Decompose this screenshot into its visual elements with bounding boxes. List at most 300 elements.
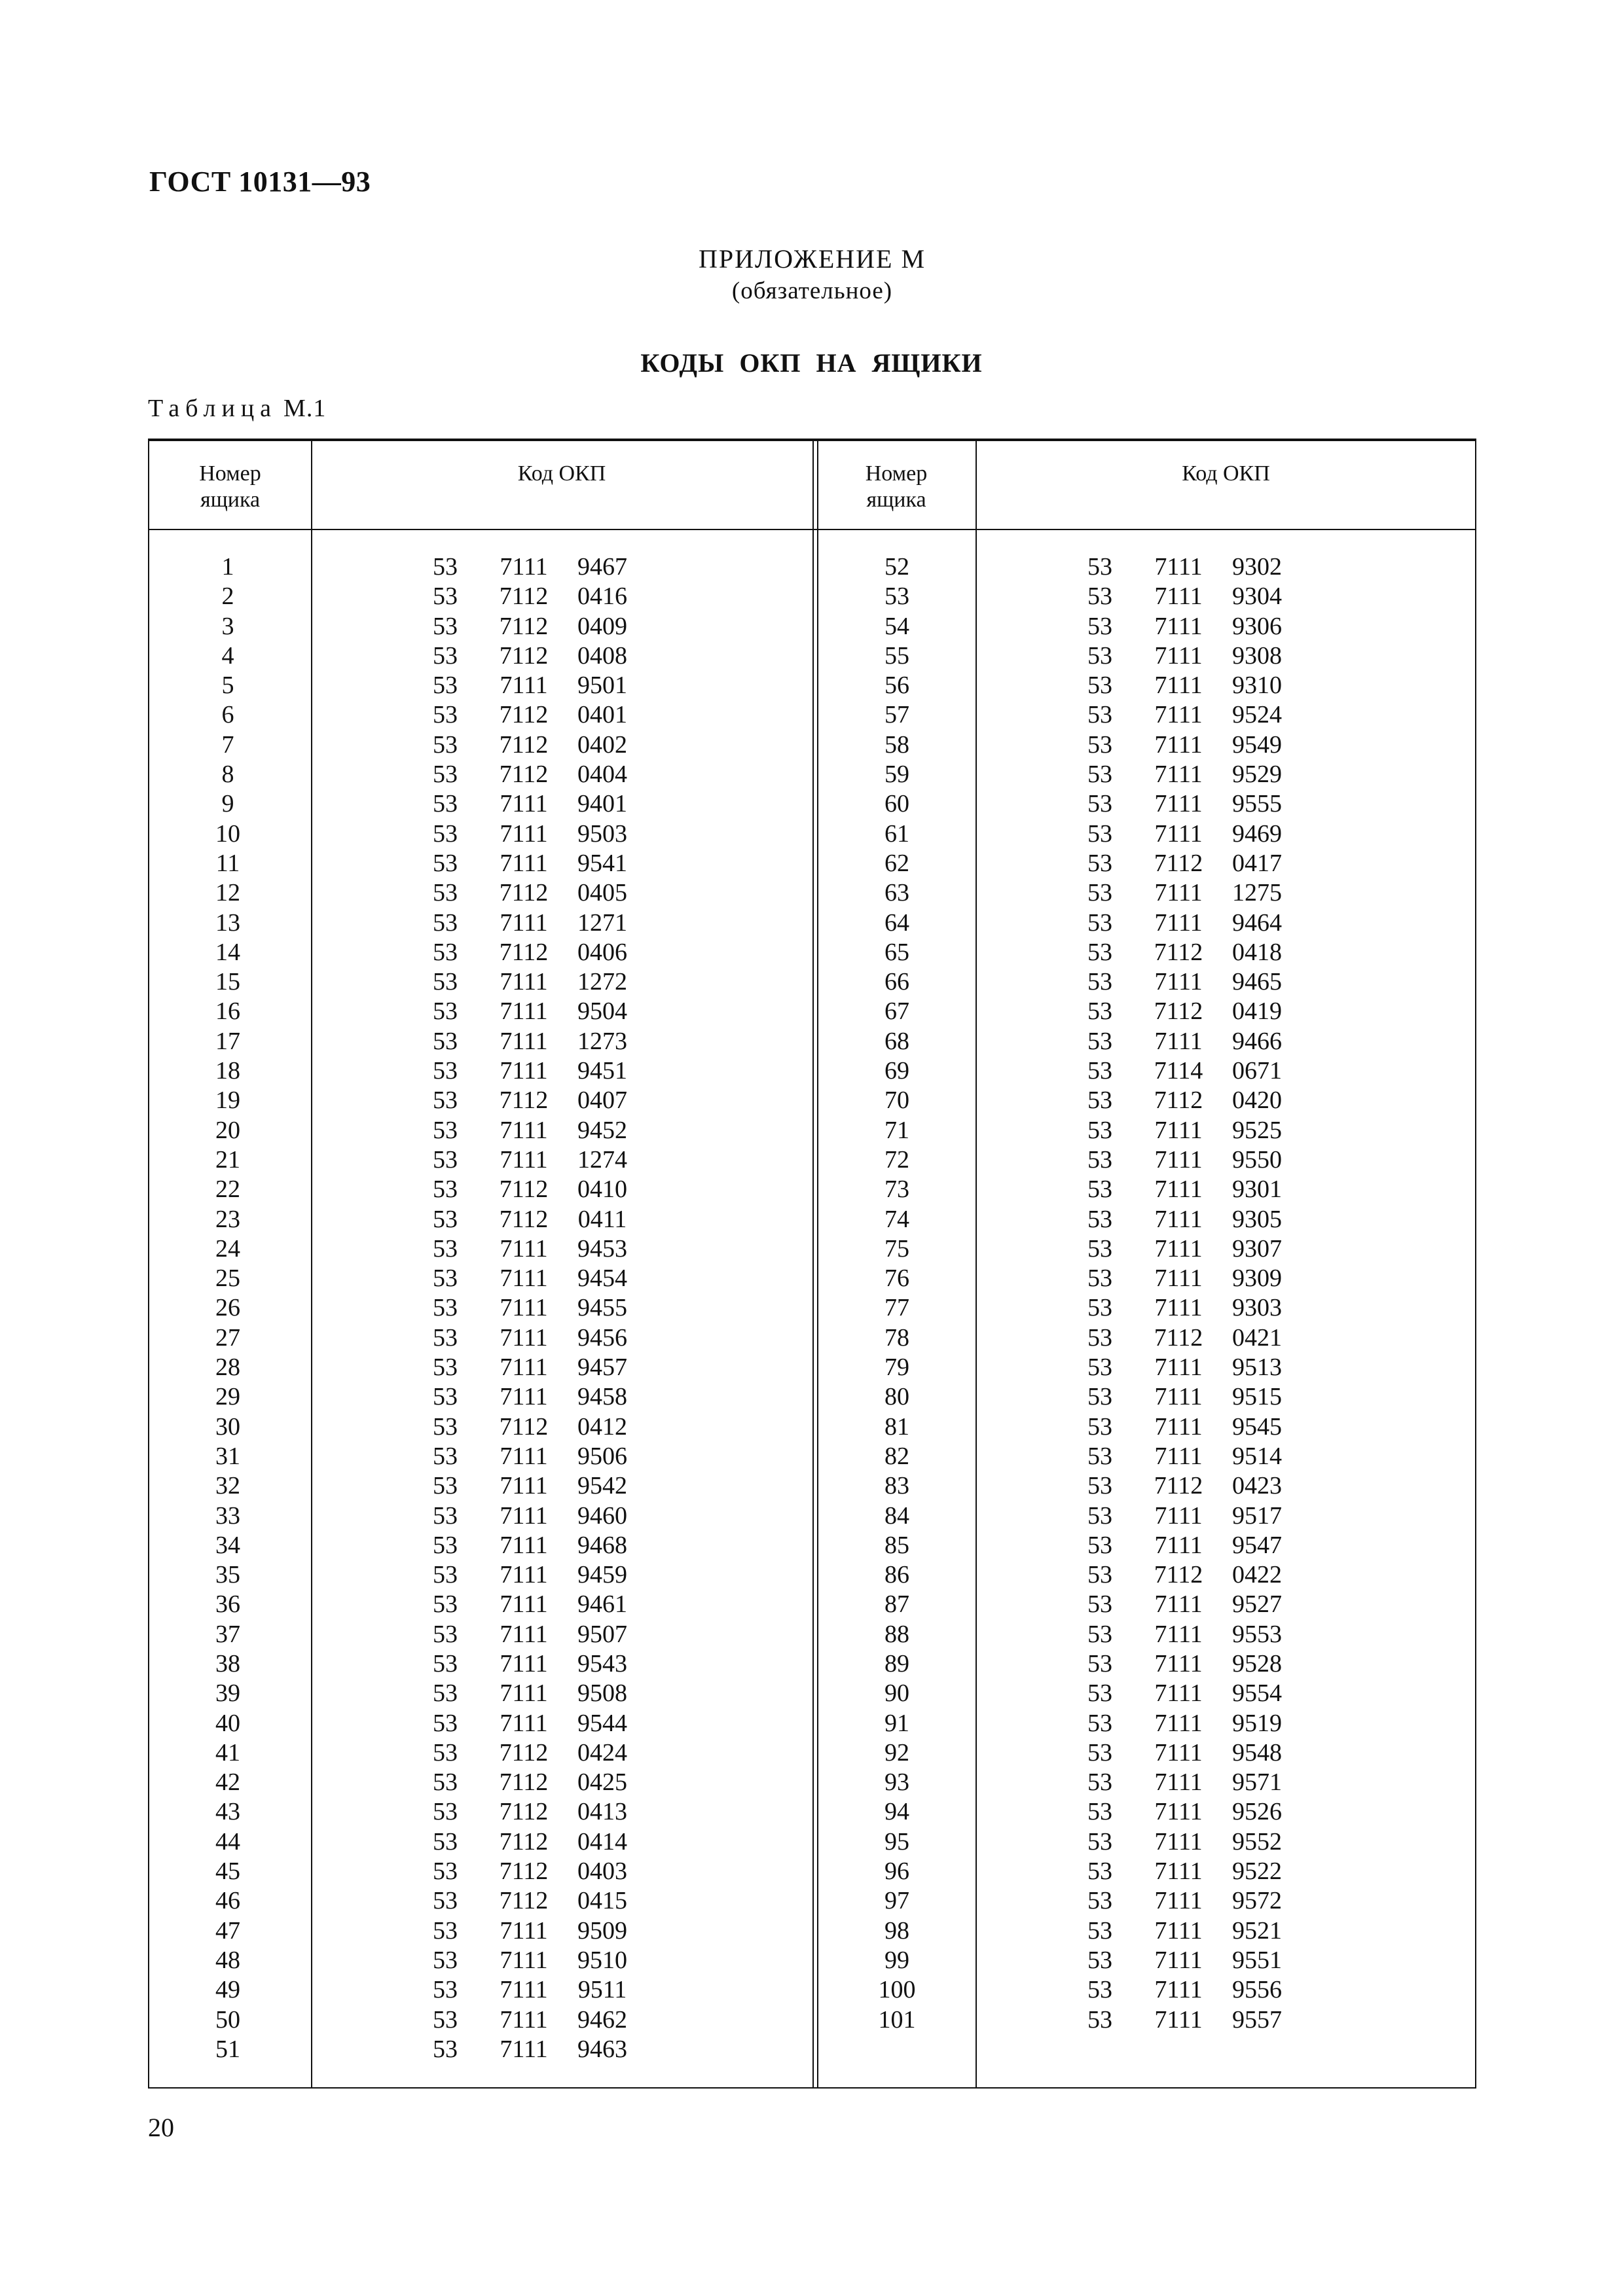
okp-item: 9456 [577,1323,627,1352]
box-number: 98 [884,1916,909,1945]
okp-subgroup: 7111 [500,1472,548,1500]
box-number: 74 [884,1205,909,1233]
okp-group: 53 [433,1057,458,1085]
okp-group: 53 [433,641,458,670]
okp-group: 53 [1087,1057,1112,1085]
okp-subgroup: 7111 [500,1916,548,1945]
okp-group: 53 [433,701,458,729]
okp-item: 9462 [577,2005,627,2034]
box-number: 47 [215,1916,240,1945]
okp-item: 9552 [1232,1827,1282,1856]
okp-group: 53 [1087,1116,1112,1144]
box-number: 33 [215,1501,240,1530]
table-row [149,2035,1475,2064]
box-number: 20 [215,1116,240,1144]
box-number: 37 [215,1620,240,1648]
table-row [149,1471,1475,1501]
okp-subgroup: 7111 [500,968,548,996]
okp-subgroup: 7111 [500,1354,548,1382]
okp-subgroup: 7111 [1154,1798,1203,1826]
box-number: 17 [215,1027,240,1055]
box-number: 2 [221,583,234,611]
okp-subgroup: 7111 [1154,701,1203,729]
box-number: 81 [884,1412,909,1441]
okp-item: 9306 [1232,612,1282,640]
box-number: 46 [215,1887,240,1915]
okp-subgroup: 7111 [500,1561,548,1589]
okp-subgroup: 7112 [1154,1323,1203,1352]
okp-subgroup: 7111 [1154,1679,1203,1708]
box-number: 84 [884,1501,909,1530]
okp-item: 0408 [577,641,627,670]
okp-item: 9301 [1232,1175,1282,1204]
okp-item: 9452 [577,1116,627,1144]
box-number: 67 [884,997,909,1026]
box-number: 90 [884,1679,909,1708]
okp-subgroup: 7112 [1154,849,1203,877]
table-row [149,1649,1475,1679]
okp-item: 9508 [577,1679,627,1708]
okp-subgroup: 7111 [500,1116,548,1144]
okp-group: 53 [1087,997,1112,1026]
okp-subgroup: 7111 [1154,1294,1203,1322]
box-number: 5 [221,672,234,700]
okp-subgroup: 7111 [500,1057,548,1085]
okp-item: 0419 [1232,997,1282,1026]
box-number: 99 [884,1946,909,1974]
table-row [149,1293,1475,1323]
okp-codes-table [148,439,1476,2089]
table-row [149,1797,1475,1827]
okp-group: 53 [433,612,458,640]
okp-item: 9550 [1232,1145,1282,1174]
okp-subgroup: 7112 [499,938,549,966]
page-title: КОДЫ ОКП НА ЯЩИКИ [640,348,983,378]
okp-group: 53 [1087,1946,1112,1974]
okp-subgroup: 7112 [499,879,549,907]
okp-item: 0403 [577,1857,627,1886]
box-number: 22 [215,1175,240,1204]
okp-subgroup: 7111 [500,1442,548,1470]
okp-subgroup: 7112 [499,1412,549,1441]
okp-subgroup: 7111 [1154,1383,1203,1411]
okp-subgroup: 7111 [1154,641,1203,670]
okp-item: 9510 [577,1946,627,1974]
okp-item: 9541 [577,849,627,877]
okp-group: 53 [433,1027,458,1055]
okp-item: 0412 [577,1412,627,1441]
okp-item: 1272 [577,968,627,996]
box-number: 68 [884,1027,909,1055]
okp-item: 9544 [577,1709,627,1737]
okp-group: 53 [433,761,458,789]
okp-subgroup: 7111 [500,1294,548,1322]
box-number: 12 [215,879,240,907]
okp-item: 9461 [577,1590,627,1619]
okp-subgroup: 7111 [500,1620,548,1648]
okp-subgroup: 7111 [1154,1738,1203,1767]
okp-subgroup: 7111 [500,672,548,700]
okp-group: 53 [433,1798,458,1826]
table-row [149,997,1475,1026]
okp-subgroup: 7112 [499,1768,549,1797]
okp-group: 53 [433,1620,458,1648]
okp-group: 53 [433,1442,458,1470]
okp-group: 53 [1087,1590,1112,1619]
okp-group: 53 [1087,1649,1112,1677]
okp-subgroup: 7111 [500,1323,548,1352]
okp-subgroup: 7111 [500,1976,548,2004]
okp-item: 9302 [1232,553,1282,581]
okp-subgroup: 7111 [500,1234,548,1263]
okp-group: 53 [1087,790,1112,818]
okp-item: 9308 [1232,641,1282,670]
okp-subgroup: 7111 [1154,1175,1203,1204]
okp-group: 53 [433,1590,458,1619]
box-number: 79 [884,1354,909,1382]
okp-group: 53 [1087,908,1112,937]
okp-group: 53 [433,672,458,700]
okp-subgroup: 7111 [1154,1590,1203,1619]
okp-subgroup: 7112 [1154,1086,1203,1115]
box-number: 32 [215,1472,240,1500]
box-number: 53 [884,583,909,611]
okp-item: 9307 [1232,1234,1282,1263]
okp-subgroup: 7111 [1154,612,1203,640]
okp-item: 9556 [1232,1976,1282,2004]
box-number: 27 [215,1323,240,1352]
table-row [149,1738,1475,1768]
box-number: 57 [884,701,909,729]
box-number: 66 [884,968,909,996]
okp-subgroup: 7111 [1154,672,1203,700]
okp-subgroup: 7111 [1154,1531,1203,1559]
box-number: 19 [215,1086,240,1115]
okp-subgroup: 7111 [1154,1857,1203,1886]
okp-subgroup: 7111 [1154,1234,1203,1263]
okp-subgroup: 7111 [1154,819,1203,848]
okp-item: 9525 [1232,1116,1282,1144]
table-body [149,552,1475,2064]
okp-item: 9515 [1232,1383,1282,1411]
box-number: 48 [215,1946,240,1974]
okp-group: 53 [433,1531,458,1559]
okp-subgroup: 7112 [1154,1561,1203,1589]
okp-subgroup: 7111 [500,2035,548,2063]
okp-group: 53 [433,2035,458,2063]
okp-item: 0402 [577,730,627,759]
okp-item: 9557 [1232,2005,1282,2034]
okp-subgroup: 7112 [499,761,549,789]
box-number: 26 [215,1294,240,1322]
okp-group: 53 [1087,1175,1112,1204]
table-caption [148,394,326,423]
okp-subgroup: 7111 [500,1383,548,1411]
okp-group: 53 [433,1175,458,1204]
okp-group: 53 [433,1916,458,1945]
okp-item: 9310 [1232,672,1282,700]
okp-group: 53 [1087,1738,1112,1767]
okp-subgroup: 7111 [1154,583,1203,611]
okp-item: 9503 [577,819,627,848]
okp-item: 0413 [577,1798,627,1826]
okp-item: 9511 [577,1976,627,2004]
box-number: 49 [215,1976,240,2004]
okp-group: 53 [1087,761,1112,789]
okp-item: 9309 [1232,1265,1282,1293]
okp-subgroup: 7111 [1154,1946,1203,1974]
page-number: 20 [148,2113,174,2142]
box-number: 11 [215,849,240,877]
table-row [149,1056,1475,1086]
okp-item: 0407 [577,1086,627,1115]
okp-group: 53 [1087,1501,1112,1530]
okp-item: 9554 [1232,1679,1282,1708]
appendix-heading [0,243,1623,305]
okp-item: 1274 [577,1145,627,1174]
okp-subgroup: 7112 [499,1798,549,1826]
okp-group: 53 [433,1383,458,1411]
okp-subgroup: 7112 [499,1827,549,1856]
okp-subgroup: 7112 [499,1205,549,1233]
okp-item: 0404 [577,761,627,789]
box-number: 50 [215,2005,240,2034]
okp-item: 9507 [577,1620,627,1648]
box-number: 16 [215,997,240,1026]
header-line: Код ОКП [517,461,606,486]
box-number: 30 [215,1412,240,1441]
box-number: 80 [884,1383,909,1411]
okp-item: 9529 [1232,761,1282,789]
okp-item: 9527 [1232,1590,1282,1619]
okp-group: 53 [433,1709,458,1737]
table-caption-word: Таблица [148,395,278,422]
okp-group: 53 [1087,1857,1112,1886]
box-number: 77 [884,1294,909,1322]
box-number: 70 [884,1086,909,1115]
okp-subgroup: 7111 [500,553,548,581]
okp-subgroup: 7111 [500,1265,548,1293]
table-row [149,1323,1475,1353]
okp-group: 53 [1087,2005,1112,2034]
box-number: 18 [215,1057,240,1085]
okp-group: 53 [433,1768,458,1797]
okp-group: 53 [433,1354,458,1382]
header-line: Номер [865,461,928,486]
okp-subgroup: 7112 [1154,1472,1203,1500]
okp-subgroup: 7112 [499,583,549,611]
table-row [149,700,1475,730]
okp-group: 53 [433,938,458,966]
box-number: 13 [215,908,240,937]
okp-subgroup: 7112 [1154,997,1203,1026]
okp-subgroup: 7111 [1154,1709,1203,1737]
table-row [149,1620,1475,1649]
table-caption-number: М.1 [283,395,327,422]
header-okp-code-right [976,461,1476,487]
okp-item: 9528 [1232,1649,1282,1677]
okp-group: 53 [433,1145,458,1174]
okp-group: 53 [433,1294,458,1322]
okp-subgroup: 7112 [499,730,549,759]
table-row [149,2005,1475,2035]
table-row [149,1086,1475,1115]
okp-group: 53 [433,1234,458,1263]
okp-group: 53 [1087,701,1112,729]
okp-group: 53 [1087,1323,1112,1352]
okp-group: 53 [433,790,458,818]
okp-group: 53 [1087,1827,1112,1856]
box-number: 45 [215,1857,240,1886]
table-row [149,1027,1475,1056]
okp-group: 53 [433,1205,458,1233]
okp-subgroup: 7111 [500,1946,548,1974]
okp-item: 0410 [577,1175,627,1204]
okp-subgroup: 7112 [499,701,549,729]
okp-item: 0401 [577,701,627,729]
okp-group: 53 [1087,1976,1112,2004]
okp-subgroup: 7111 [1154,879,1203,907]
okp-item: 9551 [1232,1946,1282,1974]
box-number: 95 [884,1827,909,1856]
okp-subgroup: 7111 [1154,968,1203,996]
okp-group: 53 [1087,1472,1112,1500]
header-line: ящика [866,488,926,512]
okp-item: 9521 [1232,1916,1282,1945]
okp-group: 53 [433,1887,458,1915]
okp-group: 53 [433,1946,458,1974]
box-number: 75 [884,1234,909,1263]
okp-subgroup: 7111 [1154,1442,1203,1470]
okp-item: 9504 [577,997,627,1026]
okp-item: 9513 [1232,1354,1282,1382]
okp-item: 9451 [577,1057,627,1085]
okp-item: 9549 [1232,730,1282,759]
okp-group: 53 [1087,1887,1112,1915]
okp-group: 53 [433,1561,458,1589]
okp-item: 0420 [1232,1086,1282,1115]
okp-item: 9501 [577,672,627,700]
okp-group: 53 [433,1827,458,1856]
okp-group: 53 [1087,849,1112,877]
box-number: 92 [884,1738,909,1767]
okp-group: 53 [1087,641,1112,670]
okp-group: 53 [433,1412,458,1441]
table-row [149,641,1475,671]
okp-group: 53 [1087,1768,1112,1797]
box-number: 88 [884,1620,909,1648]
okp-item: 9509 [577,1916,627,1945]
table-row [149,1827,1475,1857]
box-number: 97 [884,1887,909,1915]
okp-subgroup: 7111 [1154,1768,1203,1797]
table-row [149,552,1475,582]
okp-group: 53 [433,1116,458,1144]
table-row [149,730,1475,760]
okp-item: 9401 [577,790,627,818]
okp-group: 53 [433,879,458,907]
okp-item: 9553 [1232,1620,1282,1648]
okp-subgroup: 7112 [499,1175,549,1204]
okp-group: 53 [1087,1412,1112,1441]
table-row [149,1560,1475,1590]
okp-subgroup: 7111 [1154,1027,1203,1055]
okp-item: 9469 [1232,819,1282,848]
okp-subgroup: 7111 [500,1679,548,1708]
box-number: 71 [884,1116,909,1144]
okp-subgroup: 7111 [500,1145,548,1174]
box-number: 38 [215,1649,240,1677]
okp-group: 53 [1087,1265,1112,1293]
okp-item: 0416 [577,583,627,611]
okp-group: 53 [433,819,458,848]
okp-item: 9303 [1232,1294,1282,1322]
table-row [149,1590,1475,1619]
table-row [149,1768,1475,1797]
box-number: 86 [884,1561,909,1589]
okp-group: 53 [1087,1234,1112,1263]
okp-group: 53 [433,1857,458,1886]
box-number: 51 [215,2035,240,2063]
table-row [149,1145,1475,1175]
okp-item: 9519 [1232,1709,1282,1737]
box-number: 56 [884,672,909,700]
okp-group: 53 [433,908,458,937]
box-number: 52 [884,553,909,581]
table-row [149,1501,1475,1531]
box-number: 44 [215,1827,240,1856]
okp-item: 9305 [1232,1205,1282,1233]
okp-group: 53 [433,1472,458,1500]
okp-subgroup: 7111 [1154,1116,1203,1144]
okp-item: 0409 [577,612,627,640]
box-number: 3 [221,612,234,640]
okp-item: 9464 [1232,908,1282,937]
okp-subgroup: 7111 [1154,908,1203,937]
okp-group: 53 [1087,1709,1112,1737]
box-number: 60 [884,790,909,818]
okp-subgroup: 7111 [500,790,548,818]
table-row [149,582,1475,611]
okp-subgroup: 7111 [1154,1354,1203,1382]
okp-group: 53 [433,1679,458,1708]
okp-group: 53 [1087,1294,1112,1322]
box-number: 31 [215,1442,240,1470]
okp-item: 9453 [577,1234,627,1263]
box-number: 62 [884,849,909,877]
table-row [149,1353,1475,1382]
okp-subgroup: 7112 [1154,938,1203,966]
okp-group: 53 [1087,1561,1112,1589]
okp-group: 53 [433,1738,458,1767]
box-number: 94 [884,1798,909,1826]
header-line: ящика [200,488,261,512]
okp-subgroup: 7112 [499,612,549,640]
okp-item: 9522 [1232,1857,1282,1886]
okp-subgroup: 7112 [499,1086,549,1115]
okp-group: 53 [433,849,458,877]
box-number: 82 [884,1442,909,1470]
table-row [149,789,1475,819]
table-row [149,938,1475,967]
okp-subgroup: 7111 [1154,1501,1203,1530]
box-number: 4 [221,641,234,670]
okp-subgroup: 7111 [1154,1145,1203,1174]
okp-item: 0411 [577,1205,627,1233]
okp-subgroup: 7111 [1154,1827,1203,1856]
box-number: 15 [215,968,240,996]
okp-group: 53 [1087,1383,1112,1411]
